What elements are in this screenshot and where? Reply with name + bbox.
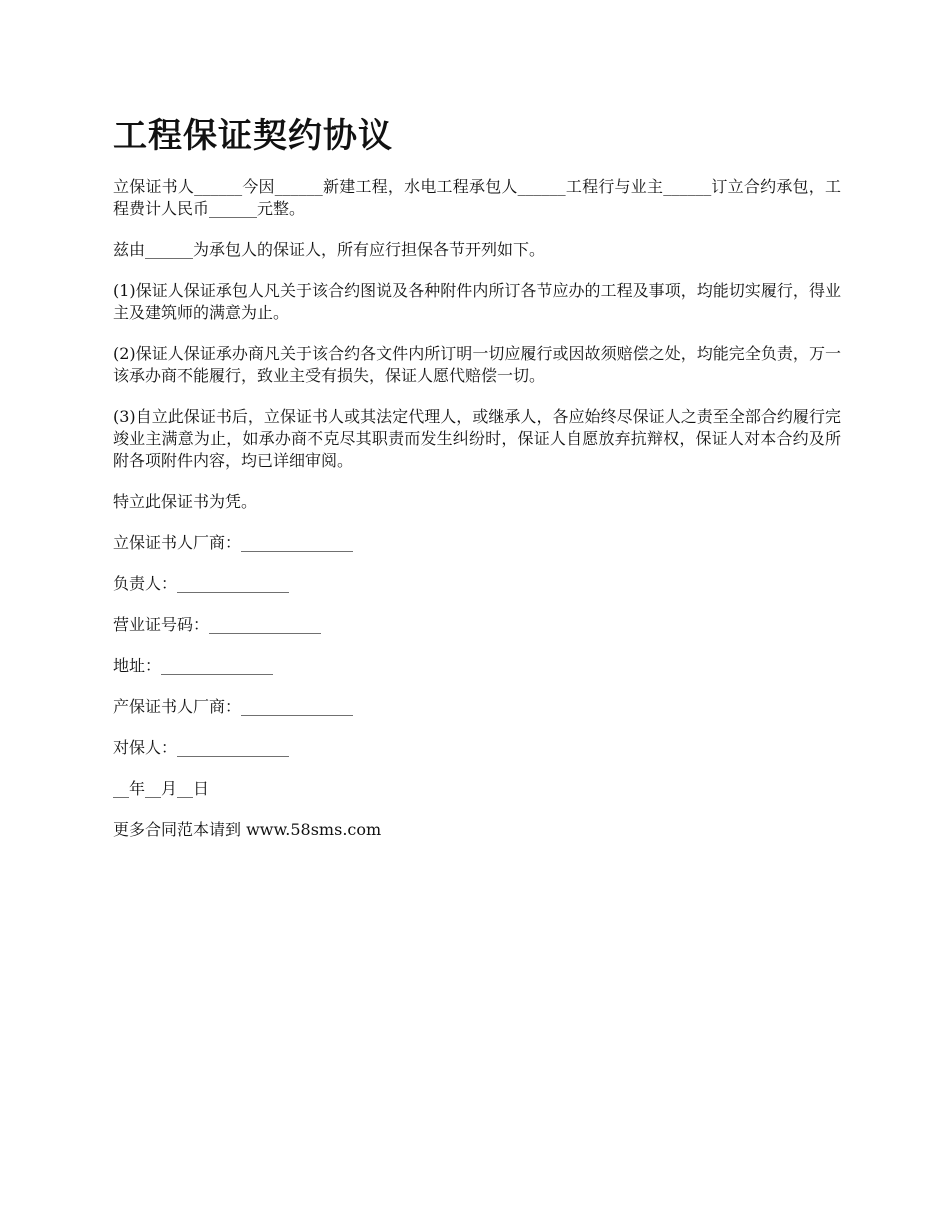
- paragraph-clause-3: (3)自立此保证书后，立保证书人或其法定代理人，或继承人，各应始终尽保证人之责至全部合约履行完竣业主满意为止，如承办商不克尽其职责而发生纠纷时，保证人自愿放弃抗辩权，保证人对本合约及所附各项附件内容，均已详细审阅。: [113, 407, 841, 470]
- field-date: __年__月__日: [113, 779, 210, 798]
- document-page: [113, 112, 841, 860]
- paragraph-guarantor: 兹由______为承包人的保证人，所有应行担保各节开列如下。: [113, 240, 546, 259]
- paragraph-clause-2: (2)保证人保证承办商凡关于该合约各文件内所订明一切应履行或因故须赔偿之处，均能完全负责，万一该承办商不能履行，致业主受有损失，保证人愿代赔偿一切。: [113, 344, 841, 385]
- field-address: 地址：______________: [113, 656, 274, 675]
- field-second-company: 产保证书人厂商：______________: [113, 697, 354, 716]
- paragraph-intro: 立保证书人______今因______新建工程，水电工程承包人______工程行与业主______订立合约承包，工程费计人民币______元整。: [113, 177, 841, 218]
- field-verifier: 对保人：______________: [113, 738, 290, 757]
- paragraph-closing: 特立此保证书为凭。: [113, 492, 258, 511]
- footer-link-text: 更多合同范本请到 www.58sms.com: [113, 820, 382, 839]
- field-guarantor-company: 立保证书人厂商：______________: [113, 533, 354, 552]
- document-title: 工程保证契约协议: [113, 116, 393, 156]
- field-responsible-person: 负责人：______________: [113, 574, 290, 593]
- field-license-number: 营业证号码：______________: [113, 615, 322, 634]
- paragraph-clause-1: (1)保证人保证承包人凡关于该合约图说及各种附件内所订各节应办的工程及事项，均能切实履行，得业主及建筑师的满意为止。: [113, 281, 841, 322]
